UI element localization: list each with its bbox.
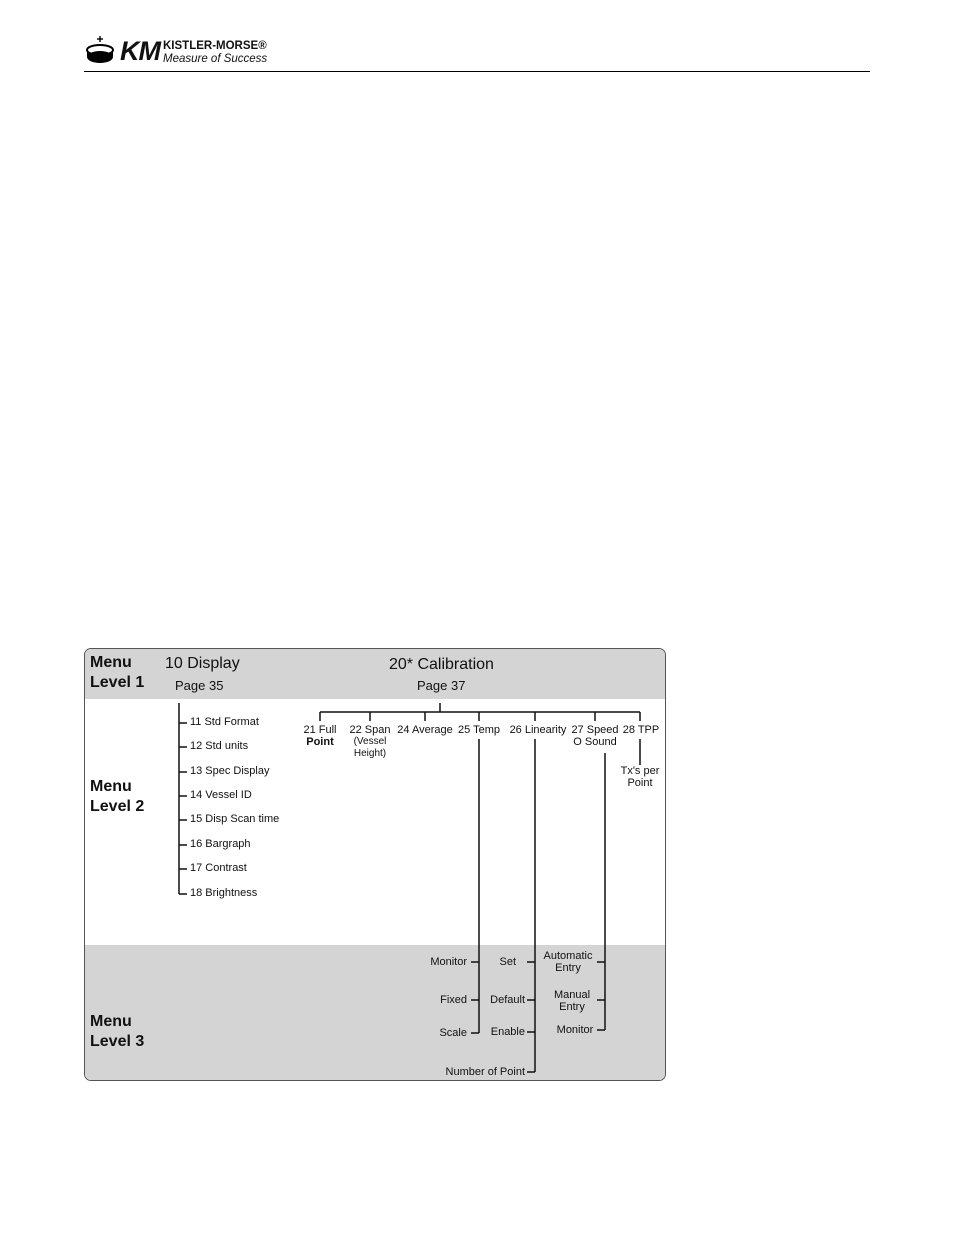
- display-item: 12 Std units: [190, 740, 249, 752]
- item-line: 26 Linearity: [509, 724, 567, 736]
- display-item: 17 Contrast: [190, 862, 247, 874]
- brand-name: KISTLER-MORSE®: [163, 40, 267, 52]
- item-line: Manual: [553, 989, 591, 1001]
- calibration-item-speed-of-sound: [565, 724, 625, 748]
- item-line: Point: [306, 736, 334, 748]
- calibration-item-average: [390, 724, 460, 736]
- linearity-subitem: Enable: [490, 1026, 525, 1038]
- calibration-item-temp: [452, 724, 506, 736]
- brand-initials: KM: [120, 36, 160, 66]
- item-line: Entry: [555, 962, 581, 974]
- item-line: 24 Average: [397, 724, 453, 736]
- level1-label-line1: Menu: [90, 654, 132, 671]
- speed-subitem-monitor: [547, 1024, 603, 1036]
- item-line: Point: [627, 777, 653, 789]
- linearity-subitem: Default: [490, 994, 525, 1006]
- kistler-morse-logo-icon: [84, 36, 116, 66]
- calibration-page-ref: Page 37: [417, 678, 466, 693]
- temp-subitem: Scale: [439, 1027, 467, 1039]
- temp-subitem: Fixed: [440, 994, 467, 1006]
- item-line: 25 Temp: [458, 724, 500, 736]
- display-page-ref: Page 35: [175, 678, 224, 693]
- item-line: Entry: [559, 1001, 585, 1013]
- level2-label: [90, 777, 144, 817]
- display-item: 16 Bargraph: [190, 838, 251, 850]
- item-line: (Vessel: [353, 736, 387, 747]
- item-line: Tx's per: [620, 765, 660, 777]
- item-line: 21 Full: [303, 724, 337, 736]
- item-line: Automatic: [543, 950, 593, 962]
- item-line: 27 Speed: [571, 724, 619, 736]
- menu-tree-diagram: [84, 648, 666, 1081]
- level3-label-line1: Menu: [90, 1013, 132, 1030]
- level1-label: [90, 653, 144, 693]
- header-divider: [84, 71, 870, 72]
- linearity-subitem: Set: [499, 956, 516, 968]
- level3-label: [90, 1012, 144, 1052]
- display-item: 18 Brightness: [190, 887, 258, 899]
- item-line: Height): [353, 748, 387, 759]
- item-line: 22 Span: [349, 724, 391, 736]
- calibration-menu-title: 20* Calibration: [389, 656, 494, 673]
- level2-label-line1: Menu: [90, 778, 132, 795]
- display-item: 13 Spec Display: [190, 765, 270, 777]
- speed-subitem-automatic: [537, 950, 599, 974]
- brand-tagline: Measure of Success: [163, 53, 268, 65]
- temp-subitem: Monitor: [430, 956, 467, 968]
- tpp-subitem: [615, 765, 665, 789]
- level2-label-line2: Level 2: [90, 798, 145, 815]
- item-line: O Sound: [573, 736, 617, 748]
- calibration-item-linearity: [503, 724, 573, 736]
- calibration-item-tpp: [620, 724, 662, 736]
- level1-label-line2: Level 1: [90, 674, 145, 691]
- linearity-subitem: Number of Point: [445, 1066, 525, 1078]
- display-item: 14 Vessel ID: [190, 789, 252, 801]
- connector-lines: [85, 649, 665, 1080]
- item-line: Monitor: [556, 1024, 594, 1036]
- display-item: 11 Std Format: [190, 716, 259, 728]
- item-line: 28 TPP: [622, 724, 660, 736]
- speed-subitem-manual: [541, 989, 603, 1013]
- level3-label-line2: Level 3: [90, 1033, 145, 1050]
- display-item: 15 Disp Scan time: [190, 813, 280, 825]
- display-menu-title: 10 Display: [165, 655, 240, 672]
